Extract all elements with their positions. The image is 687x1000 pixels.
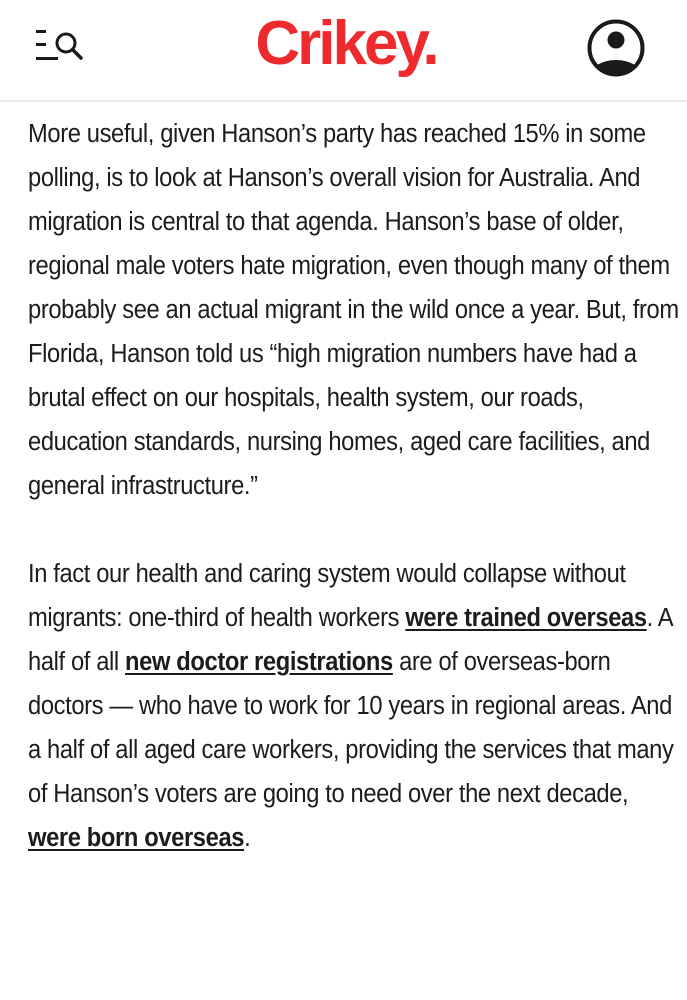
article-body [28, 112, 679, 904]
paragraph-2-text: . [244, 824, 251, 852]
user-circle-icon [586, 18, 646, 78]
paragraph-2-text: . A half of all [28, 604, 672, 676]
link-born-overseas[interactable]: were born overseas [28, 824, 245, 852]
crikey-logo[interactable]: Crikey. [255, 9, 437, 78]
paragraph-2 [28, 552, 679, 860]
paragraph-2-text: In fact our health and caring system would collapse without migrants: one-third of health workers [28, 560, 626, 632]
paragraph-1: More useful, given Hanson’s party has reached 15% in some polling, is to look at Hanson’s overall vision for Australia. And migration is central to that agenda. Hanson’s base of older, regional male voters hate migration, even though many of them probably see an actual migrant in the wild once a year. But, from Florida, Hanson told us “high migration numbers have had a brutal effect on our hospitals, health system, our roads, education standards, nursing homes, aged care facilities, and general infrastructure.” [28, 120, 679, 500]
account-button[interactable] [586, 18, 646, 78]
link-new-doctor-registrations[interactable]: new doctor registrations [125, 648, 393, 676]
paragraph-2-text: are of overseas-born doctors — who have to work for 10 years in regional areas. And a half of all aged care workers, providing the services that many of Hanson’s voters are going to need over the next decade, [28, 648, 674, 808]
link-trained-overseas[interactable]: were trained overseas [405, 604, 647, 632]
menu-search-button[interactable] [34, 28, 94, 64]
site-header [0, 0, 687, 102]
menu-search-icon [34, 28, 94, 64]
